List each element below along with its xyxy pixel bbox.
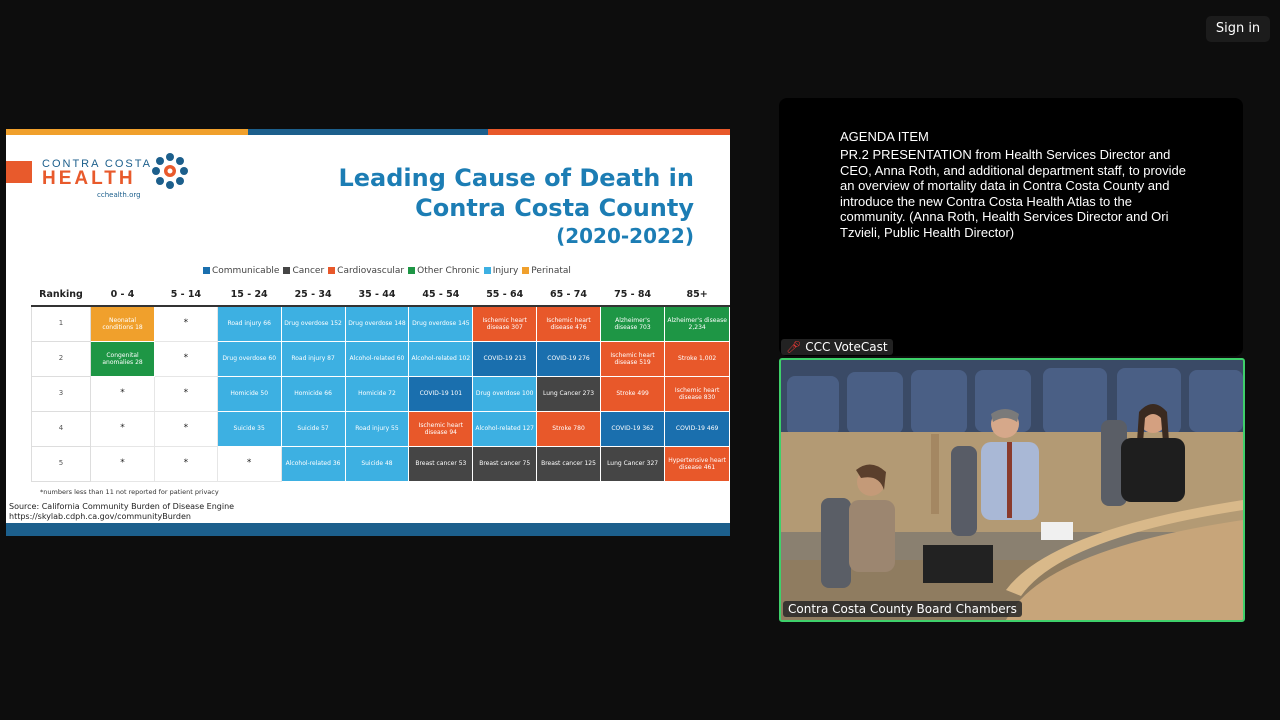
cause-cell: Road injury 66 bbox=[217, 306, 281, 342]
age-group-header: 65 - 74 bbox=[537, 284, 601, 306]
health-flower-logo-icon bbox=[150, 151, 190, 191]
legend-swatch-icon bbox=[283, 267, 290, 274]
cause-cell: COVID-19 362 bbox=[600, 412, 664, 447]
cause-cell: Alcohol-related 60 bbox=[345, 342, 409, 377]
cause-cell: COVID-19 469 bbox=[665, 412, 730, 447]
cause-cell: Drug overdose 60 bbox=[217, 342, 281, 377]
cause-cell: * bbox=[155, 342, 218, 377]
table-row bbox=[32, 412, 730, 447]
cause-cell: Ischemic heart disease 94 bbox=[409, 412, 473, 447]
board-chambers-video-tile[interactable] bbox=[779, 358, 1245, 622]
agenda-panel bbox=[779, 98, 1243, 356]
cause-of-death-table bbox=[31, 284, 730, 482]
table-row bbox=[32, 306, 730, 342]
legend-label: Communicable bbox=[212, 266, 280, 276]
legend-swatch-icon bbox=[328, 267, 335, 274]
cause-cell: Ischemic heart disease 476 bbox=[537, 306, 601, 342]
ranking-header: Ranking bbox=[32, 284, 91, 306]
cause-cell: Neonatal conditions 18 bbox=[90, 306, 154, 342]
cause-cell: Drug overdose 152 bbox=[281, 306, 345, 342]
slide-title-line1: Leading Cause of Death in bbox=[338, 164, 694, 192]
cause-cell: Breast cancer 125 bbox=[537, 447, 601, 482]
rank-cell: 2 bbox=[32, 342, 91, 377]
slide-bottom-stripe bbox=[6, 523, 730, 536]
age-group-header: 35 - 44 bbox=[345, 284, 409, 306]
legend-swatch-icon bbox=[203, 267, 210, 274]
legend-item bbox=[283, 266, 324, 276]
cause-cell: Stroke 780 bbox=[537, 412, 601, 447]
chambers-label: Contra Costa County Board Chambers bbox=[783, 601, 1022, 617]
cause-cell: Suicide 48 bbox=[345, 447, 409, 482]
cause-cell: Road injury 87 bbox=[281, 342, 345, 377]
cause-cell: Homicide 66 bbox=[281, 377, 345, 412]
slide-top-stripe bbox=[6, 129, 730, 135]
logo-text-top: CONTRA COSTA bbox=[42, 158, 152, 170]
cause-cell: Suicide 57 bbox=[281, 412, 345, 447]
legend-label: Other Chronic bbox=[417, 266, 480, 276]
age-group-header: 85+ bbox=[665, 284, 730, 306]
age-group-header: 15 - 24 bbox=[217, 284, 281, 306]
cause-cell: Hypertensive heart disease 461 bbox=[665, 447, 730, 482]
cause-cell: * bbox=[155, 412, 218, 447]
cause-cell: COVID-19 101 bbox=[409, 377, 473, 412]
cause-cell: Homicide 50 bbox=[217, 377, 281, 412]
cause-cell: Stroke 499 bbox=[600, 377, 664, 412]
cause-cell: Ischemic heart disease 519 bbox=[600, 342, 664, 377]
age-group-header: 25 - 34 bbox=[281, 284, 345, 306]
agenda-heading: AGENDA ITEM bbox=[840, 129, 929, 144]
cause-cell: Suicide 35 bbox=[217, 412, 281, 447]
rank-cell: 5 bbox=[32, 447, 91, 482]
cause-cell: Stroke 1,002 bbox=[665, 342, 730, 377]
logo-website: cchealth.org bbox=[97, 191, 141, 199]
legend-swatch-icon bbox=[484, 267, 491, 274]
cause-cell: Ischemic heart disease 307 bbox=[473, 306, 537, 342]
legend-label: Cancer bbox=[292, 266, 325, 276]
cause-cell: Lung Cancer 327 bbox=[600, 447, 664, 482]
cause-cell: * bbox=[155, 306, 218, 342]
rank-cell: 3 bbox=[32, 377, 91, 412]
cause-cell: Breast cancer 75 bbox=[473, 447, 537, 482]
slide-title-line2: Contra Costa County bbox=[415, 194, 694, 222]
table-row bbox=[32, 342, 730, 377]
legend-item bbox=[328, 266, 404, 276]
cause-cell: Homicide 72 bbox=[345, 377, 409, 412]
cause-cell: Drug overdose 145 bbox=[409, 306, 473, 342]
age-group-header: 45 - 54 bbox=[409, 284, 473, 306]
legend-label: Perinatal bbox=[531, 266, 571, 276]
cause-cell: COVID-19 276 bbox=[537, 342, 601, 377]
sign-in-button[interactable]: Sign in bbox=[1206, 16, 1270, 42]
cause-cell: Lung Cancer 273 bbox=[537, 377, 601, 412]
source-url: https://skylab.cdph.ca.gov/communityBurden bbox=[9, 512, 191, 521]
legend-swatch-icon bbox=[522, 267, 529, 274]
legend-label: Injury bbox=[492, 266, 519, 276]
agenda-description: PR.2 PRESENTATION from Health Services Director and CEO, Anna Roth, and additional department staff, to provide an overview of mortality data in Contra Costa County and introduce the new Contra Costa Health Atlas to the community. (Anna Roth, Health Services Director and Ori Tzvieli, Public Health Director) bbox=[840, 147, 1186, 240]
cause-cell: Alcohol-related 102 bbox=[409, 342, 473, 377]
privacy-footnote: *numbers less than 11 not reported for patient privacy bbox=[40, 488, 219, 496]
legend-swatch-icon bbox=[408, 267, 415, 274]
cause-cell: COVID-19 213 bbox=[473, 342, 537, 377]
cause-cell: Alzheimer's disease 2,234 bbox=[665, 306, 730, 342]
cause-cell: Alcohol-related 127 bbox=[473, 412, 537, 447]
legend-item bbox=[203, 266, 279, 276]
legend-item bbox=[522, 266, 571, 276]
cause-cell: * bbox=[90, 412, 154, 447]
slide-title-years: (2020-2022) bbox=[556, 224, 694, 248]
table-header-row bbox=[32, 284, 730, 306]
legend-item bbox=[408, 266, 480, 276]
cause-cell: Ischemic heart disease 830 bbox=[665, 377, 730, 412]
presentation-slide bbox=[6, 129, 730, 536]
source-citation: Source: California Community Burden of Disease Engine bbox=[9, 502, 235, 511]
cause-cell: * bbox=[155, 447, 218, 482]
logo-text-main: HEALTH bbox=[42, 168, 136, 189]
votecast-label bbox=[781, 339, 893, 355]
cause-cell: Alcohol-related 36 bbox=[281, 447, 345, 482]
cause-cell: Drug overdose 148 bbox=[345, 306, 409, 342]
votecast-label-text: CCC VoteCast bbox=[805, 340, 888, 354]
rank-cell: 1 bbox=[32, 306, 91, 342]
table-row bbox=[32, 377, 730, 412]
cause-cell: Congenital anomalies 28 bbox=[90, 342, 154, 377]
legend-item bbox=[484, 266, 519, 276]
cause-cell: Breast cancer 53 bbox=[409, 447, 473, 482]
legend-label: Cardiovascular bbox=[337, 266, 405, 276]
age-group-header: 75 - 84 bbox=[600, 284, 664, 306]
age-group-header: 0 - 4 bbox=[90, 284, 154, 306]
muted-mic-icon: 🎤︎ bbox=[786, 340, 802, 354]
logo-accent-block bbox=[6, 161, 32, 183]
cause-cell: Road injury 55 bbox=[345, 412, 409, 447]
cause-cell: Alzheimer's disease 703 bbox=[600, 306, 664, 342]
age-group-header: 5 - 14 bbox=[155, 284, 218, 306]
cause-cell: * bbox=[90, 377, 154, 412]
cause-cell: * bbox=[155, 377, 218, 412]
rank-cell: 4 bbox=[32, 412, 91, 447]
chambers-camera-feed bbox=[781, 360, 1243, 620]
age-group-header: 55 - 64 bbox=[473, 284, 537, 306]
slide-title bbox=[338, 163, 694, 249]
cause-cell: Drug overdose 100 bbox=[473, 377, 537, 412]
table-row bbox=[32, 447, 730, 482]
cause-cell: * bbox=[90, 447, 154, 482]
cause-cell: * bbox=[217, 447, 281, 482]
category-legend bbox=[203, 266, 571, 276]
